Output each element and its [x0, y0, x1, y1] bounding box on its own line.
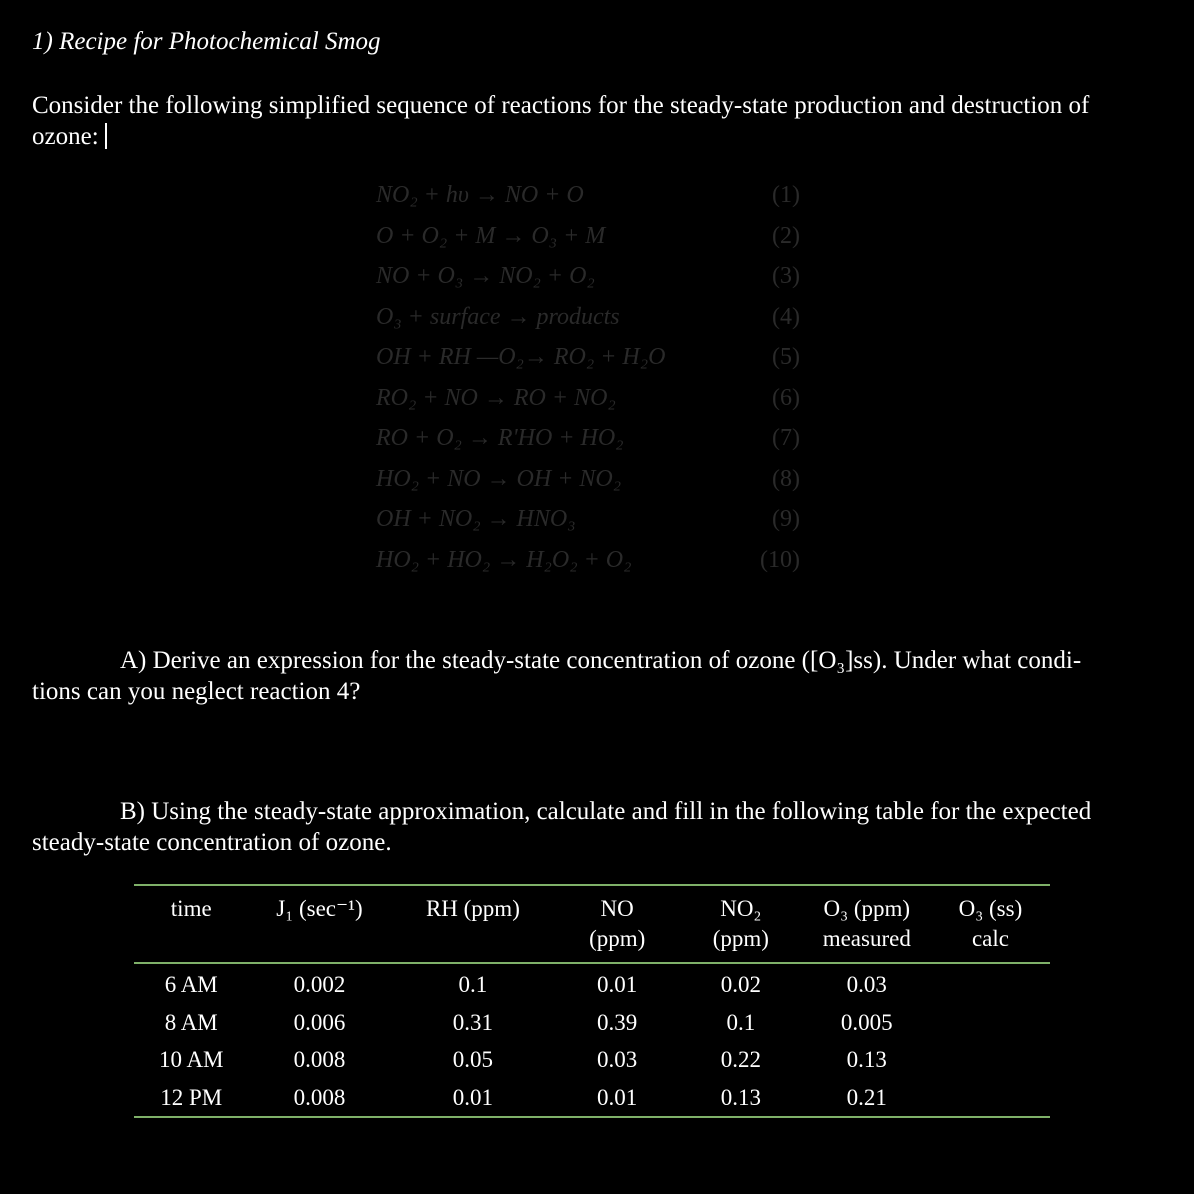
reaction-row [376, 423, 816, 464]
cell-no: 0.01 [597, 972, 638, 997]
cell-o3-measured: 0.13 [846, 1047, 887, 1072]
reaction-row [376, 464, 816, 505]
part-a-line: tions can you neglect reaction 4? [32, 678, 361, 705]
table-row [134, 1004, 1050, 1042]
header-rh: RH (ppm) [425, 896, 520, 921]
cell-time: 10 AM [158, 1047, 224, 1072]
cell-no2: 0.13 [720, 1084, 761, 1110]
problem-heading: 1) Recipe for Photochemical Smog [32, 28, 381, 55]
cell-rh: 0.31 [452, 1009, 494, 1035]
cell-o3-calc[interactable] [931, 1004, 1050, 1042]
cell-o3-calc[interactable] [931, 1079, 1050, 1117]
reaction-list [376, 180, 816, 585]
header-j1: J₁ (sec⁻¹) [276, 896, 363, 921]
cell-no2: 0.02 [720, 972, 761, 997]
part-a-line: A) Derive an expression for the steady-state concentration of ozone ([O₃]ss). Under what condi- [120, 647, 1082, 674]
part-b-question [32, 796, 1162, 858]
reaction-row [376, 261, 816, 302]
reaction-number: (9) [772, 506, 800, 532]
data-table [134, 886, 1050, 1116]
cell-j1: 0.002 [293, 972, 346, 997]
reaction-number: (7) [772, 425, 800, 451]
cell-rh: 0.1 [458, 972, 488, 997]
reaction-equation: RO + O₂ → R'HO + HO₂ [376, 425, 624, 451]
part-a-question [32, 645, 1162, 707]
reaction-equation: HO₂ + NO → OH + NO₂ [376, 465, 622, 492]
cell-no: 0.39 [597, 1009, 638, 1035]
cell-no: 0.03 [597, 1047, 638, 1072]
reaction-number: (8) [772, 465, 800, 492]
cell-o3-calc[interactable] [931, 964, 1050, 1004]
reaction-row [376, 342, 816, 383]
text-cursor [105, 123, 107, 149]
header-no2: NO₂ (ppm) [712, 896, 769, 951]
cell-no: 0.01 [597, 1084, 638, 1110]
intro-paragraph [32, 90, 1162, 152]
reaction-equation: NO + O₃ → NO₂ + O₂ [376, 263, 595, 289]
reaction-row [376, 545, 816, 586]
reaction-number: (6) [772, 384, 800, 411]
reaction-equation: HO₂ + HO₂ → H₂O₂ + O₂ [376, 546, 632, 573]
reaction-row [376, 383, 816, 424]
header-time: time [170, 896, 212, 921]
reaction-equation: O + O₂ + M → O₃ + M [376, 222, 606, 249]
part-b-line: steady-state concentration of ozone. [32, 829, 392, 856]
reaction-equation: NO₂ + hυ → NO + O [376, 182, 584, 208]
table-row [134, 964, 1050, 1004]
intro-text: Consider the following simplified sequence of reactions for the steady-state production and destruction of ozone: [32, 92, 1090, 150]
cell-o3-measured: 0.21 [846, 1084, 887, 1110]
reaction-row [376, 504, 816, 545]
table-row [134, 1079, 1050, 1117]
header-o3-calc: O₃ (ss) calc [958, 896, 1023, 951]
cell-no2: 0.22 [720, 1047, 761, 1072]
reaction-number: (1) [772, 182, 800, 208]
reaction-number: (5) [772, 344, 800, 370]
table-row [134, 1041, 1050, 1079]
reaction-number: (10) [760, 546, 800, 573]
ozone-data-table [134, 884, 1050, 1118]
reaction-row [376, 180, 816, 221]
cell-time: 8 AM [164, 1009, 218, 1035]
cell-no2: 0.1 [726, 1009, 756, 1035]
reaction-row [376, 221, 816, 262]
cell-time: 6 AM [164, 972, 218, 997]
cell-o3-measured: 0.005 [840, 1009, 893, 1035]
cell-j1: 0.008 [293, 1084, 346, 1110]
header-o3-measured: O₃ (ppm) measured [822, 896, 911, 951]
reaction-number: (4) [772, 303, 800, 330]
part-b-line: B) Using the steady-state approximation, calculate and fill in the following table for the expected [120, 798, 1092, 825]
table-bottom-rule [134, 1116, 1050, 1118]
reaction-equation: OH + RH —O₂→ RO₂ + H₂O [376, 344, 666, 370]
reaction-equation: O₃ + surface → products [376, 303, 620, 330]
reaction-equation: OH + NO₂ → HNO₃ [376, 506, 576, 532]
cell-j1: 0.008 [293, 1047, 346, 1072]
reaction-number: (2) [772, 222, 800, 249]
cell-time: 12 PM [160, 1084, 223, 1110]
cell-o3-calc[interactable] [931, 1041, 1050, 1079]
cell-o3-measured: 0.03 [846, 972, 887, 997]
reaction-number: (3) [772, 263, 800, 289]
header-no: NO (ppm) [589, 896, 646, 951]
reaction-equation: RO₂ + NO → RO + NO₂ [376, 384, 616, 411]
cell-rh: 0.01 [452, 1084, 494, 1110]
cell-rh: 0.05 [452, 1047, 494, 1072]
table-header-row [134, 886, 1050, 962]
cell-j1: 0.006 [293, 1009, 346, 1035]
reaction-row [376, 302, 816, 343]
